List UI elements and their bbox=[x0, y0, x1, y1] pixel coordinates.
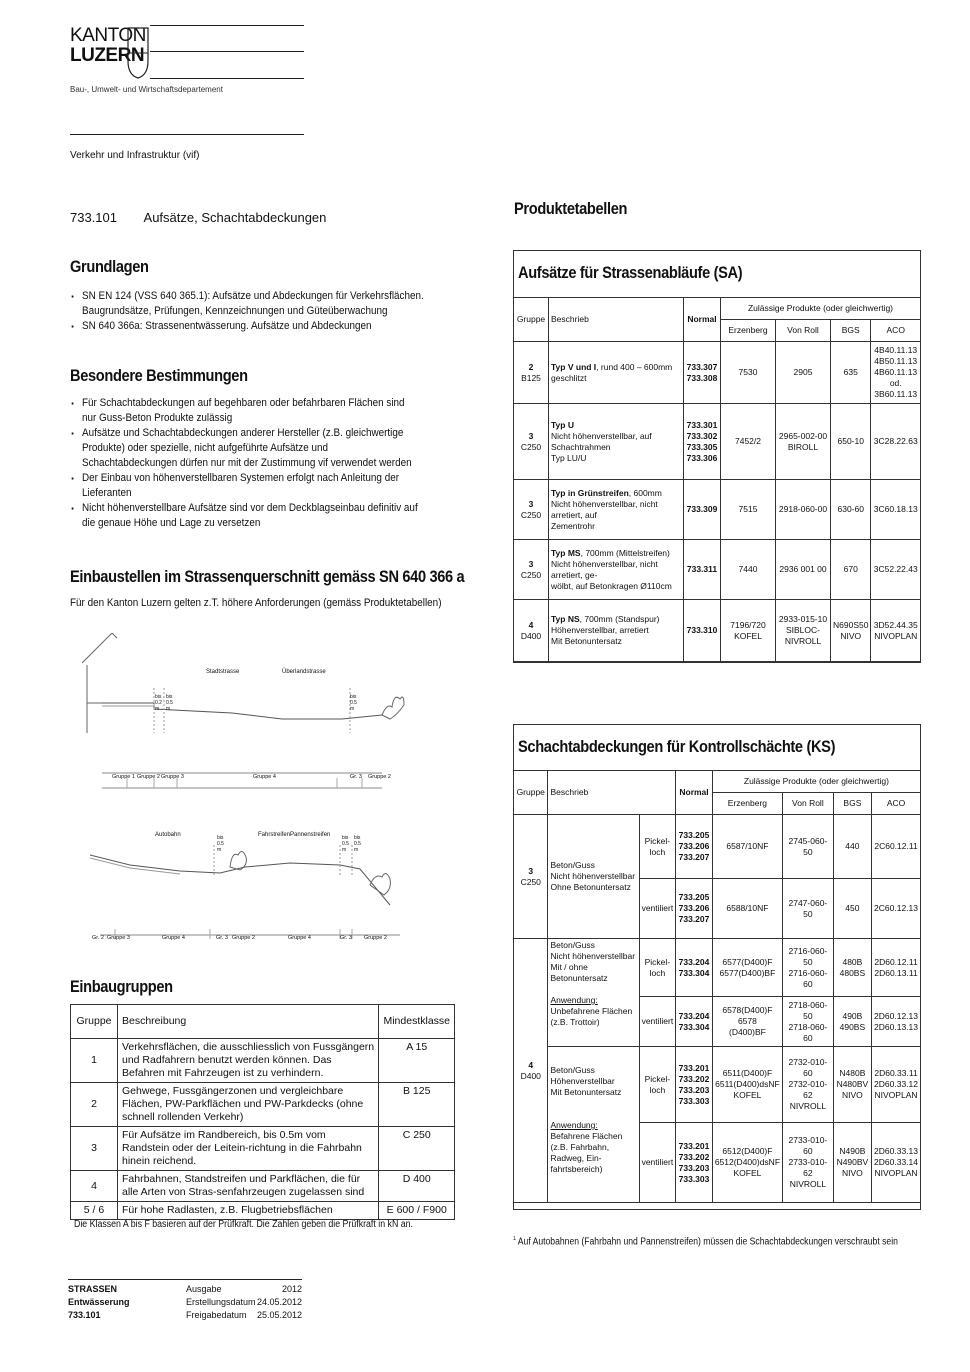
cell-desc: Typ LU/U bbox=[551, 452, 587, 463]
col-header: Von Roll bbox=[783, 793, 834, 815]
diagram-label: Fahrstreifen bbox=[258, 832, 291, 838]
cell-product: 3D52.44.35 NIVOPLAN bbox=[871, 600, 921, 662]
col-header: ACO bbox=[871, 320, 921, 342]
cell-desc: geschlitzt bbox=[551, 372, 587, 383]
cell-product: 635 bbox=[831, 342, 871, 404]
cell-normal: 733.204 733.304 bbox=[676, 939, 713, 997]
footer-key: Erstellungsdatum bbox=[186, 1297, 256, 1307]
footer-table bbox=[68, 1283, 302, 1322]
group-label: Gruppe 4 bbox=[253, 774, 276, 780]
cell-desc: Mit Betonuntersatz bbox=[551, 636, 622, 646]
cell-product: 2C60.12.13 bbox=[872, 879, 921, 939]
cell-klasse: B125 bbox=[521, 372, 541, 383]
cell-klasse: D400 bbox=[520, 630, 542, 641]
col-header: Erzenberg bbox=[712, 793, 782, 815]
footer-value: 2012 bbox=[281, 1284, 302, 1294]
cell-gruppe: 4 bbox=[71, 1171, 118, 1202]
cell-desc: wölbt, auf Betonkragen Ø110cm bbox=[551, 580, 672, 591]
cell-klasse: C250 bbox=[520, 441, 542, 452]
cell-product: 3C52.22.43 bbox=[871, 540, 921, 600]
cell-gruppe: 3 bbox=[528, 498, 534, 509]
table-row bbox=[514, 540, 921, 600]
department-name: Bau-, Umwelt- und Wirtschaftsdepartement bbox=[70, 85, 223, 94]
col-header: Normal bbox=[676, 771, 713, 815]
cross-section-diagram-motorway bbox=[90, 825, 420, 945]
cell-beschreibung: Für hohe Radlasten, z.B. Flugbetriebsflächen bbox=[118, 1202, 379, 1220]
cell-product: 6578(D400)F 6578 (D400)BF bbox=[712, 997, 782, 1047]
cell-normal: 733.310 bbox=[684, 600, 721, 662]
einbaustellen-heading: Einbaustellen im Strassenquerschnitt gemäss SN 640 366 a bbox=[70, 567, 465, 586]
diagram-label: Autobahn bbox=[155, 832, 181, 838]
footer-row bbox=[68, 1309, 302, 1322]
cell-product: 7515 bbox=[721, 480, 776, 540]
table-row bbox=[514, 1047, 921, 1123]
col-header: Gruppe bbox=[514, 771, 548, 815]
footer-value: 24.05.2012 bbox=[256, 1297, 302, 1307]
cell-normal: 733.307 733.308 bbox=[684, 342, 721, 404]
cell-gruppe: 3 bbox=[71, 1127, 118, 1171]
list-item: ▪ SN 640 366a: Strassenentwässerung. Aufsätze und Abdeckungen bbox=[82, 319, 442, 334]
col-header: Erzenberg bbox=[721, 320, 776, 342]
doc-number: 733.101 bbox=[70, 210, 117, 225]
group-label: Gruppe 3 bbox=[161, 774, 184, 780]
table-row bbox=[514, 600, 921, 662]
col-header: Beschrieb bbox=[548, 771, 676, 815]
cell-klasse: A 15 bbox=[379, 1039, 455, 1083]
cell-product: 490B 490BS bbox=[833, 997, 871, 1047]
cell-variant: ventiliert bbox=[639, 1123, 676, 1203]
cell-product: 7440 bbox=[721, 540, 776, 600]
footnote-text: Auf Autobahnen (Fahrbahn und Pannenstreifen) müssen die Schachtabdeckungen verschraubt sein bbox=[517, 1236, 898, 1248]
cell-product: 2745-060-50 bbox=[783, 815, 834, 879]
footer-value: 25.05.2012 bbox=[256, 1310, 302, 1320]
col-header: Normal bbox=[684, 298, 721, 342]
col-header: Zulässige Produkte (oder gleichwertig) bbox=[721, 298, 921, 320]
cell-product: 7196/720 KOFEL bbox=[721, 600, 776, 662]
doc-title bbox=[70, 210, 326, 225]
cell-product: 6511(D400)F 6511(D400)dsNF KOFEL bbox=[712, 1047, 782, 1123]
sa-heading: Aufsätze für Strassenabläufe (SA) bbox=[518, 263, 743, 282]
cell-klasse: C250 bbox=[520, 876, 541, 887]
cell-normal: 733.201 733.202 733.203 733.303 bbox=[676, 1047, 713, 1123]
cell-product: 6588/10NF bbox=[712, 879, 782, 939]
cell-klasse: C250 bbox=[520, 569, 542, 580]
table-row bbox=[514, 342, 921, 404]
cell-desc: Befahrene Flächen (z.B. Fahrbahn, Radweg, Ein- fahrtsbereich) bbox=[550, 1131, 623, 1174]
bestimmungen-heading: Besondere Bestimmungen bbox=[70, 366, 248, 385]
cell-product: 2732-010-60 2732-010-62 NIVROLL bbox=[783, 1047, 834, 1123]
cell-product: 650-10 bbox=[831, 404, 871, 480]
cell-gruppe: 1 bbox=[71, 1039, 118, 1083]
col-header: Gruppe bbox=[514, 298, 549, 342]
dim-label: bis 0.5 m bbox=[354, 835, 361, 853]
cell-type: Typ V und I bbox=[551, 361, 597, 372]
cell-product: 4B40.11.13 4B50.11.13 4B60.11.13 od. 3B60.11.13 bbox=[871, 342, 921, 404]
cell-klasse: D400 bbox=[520, 1070, 541, 1081]
bestimmungen-list bbox=[70, 396, 482, 531]
footer-key: Ausgabe bbox=[186, 1284, 222, 1294]
cell-beschreibung: Verkehrsflächen, die ausschliesslich von Fussgängern und Radfahrern benutzt werden können. Das Befahren mit Fahrzeugen ist zu verhindern. bbox=[118, 1039, 379, 1083]
cell-type: Typ in Grünstreifen bbox=[551, 487, 629, 498]
group-label: Gruppe 3 bbox=[107, 935, 130, 941]
col-header: Mindestklasse bbox=[379, 1005, 455, 1039]
dim-label: bis 0.5 m bbox=[166, 694, 173, 712]
cell-gruppe: 5 / 6 bbox=[71, 1202, 118, 1220]
cell-product: 6587/10NF bbox=[712, 815, 782, 879]
cell-desc: Höhenverstellbar, arretiert bbox=[551, 625, 649, 635]
cell-product: N690S50 NIVO bbox=[831, 600, 871, 662]
sa-table bbox=[513, 297, 921, 662]
cell-product: 2C60.12.11 bbox=[872, 815, 921, 879]
cell-product: 480B 480BS bbox=[833, 939, 871, 997]
cell-product: N490B N490BV NIVO bbox=[833, 1123, 871, 1203]
cell-product: 6512(D400)F 6512(D400)dsNF KOFEL bbox=[712, 1123, 782, 1203]
cell-product: 3C60.18.13 bbox=[871, 480, 921, 540]
coat-of-arms-icon bbox=[126, 27, 150, 79]
cell-gruppe: 4 bbox=[528, 1059, 534, 1070]
cell-product: 2936 001 00 bbox=[776, 540, 831, 600]
cell-normal: 733.309 bbox=[684, 480, 721, 540]
cross-section-diagram-urban bbox=[82, 633, 422, 793]
cell-desc: Zementrohr bbox=[551, 520, 595, 531]
cell-product: N480B N480BV NIVO bbox=[833, 1047, 871, 1123]
cell-gruppe: 4 bbox=[528, 619, 534, 630]
col-header: Zulässige Produkte (oder gleichwertig) bbox=[712, 771, 920, 793]
cell-gruppe: 2 bbox=[528, 361, 534, 372]
cell-product: 630-60 bbox=[831, 480, 871, 540]
cell-desc: , 700mm (Mittelstreifen) bbox=[580, 547, 670, 558]
cell-variant: Pickel- loch bbox=[639, 1047, 676, 1123]
einbaustellen-subtitle: Für den Kanton Luzern gelten z.T. höhere Anforderungen (gemäss Produktetabellen) bbox=[70, 597, 442, 609]
cell-product: 440 bbox=[833, 815, 871, 879]
grundlagen-list bbox=[70, 289, 487, 334]
cell-product: 3C28.22.63 bbox=[871, 404, 921, 480]
table-row bbox=[514, 404, 921, 480]
cell-klasse: C250 bbox=[520, 509, 542, 520]
cell-normal: 733.204 733.304 bbox=[676, 997, 713, 1047]
table-row bbox=[71, 1127, 455, 1171]
footer-label: STRASSEN bbox=[68, 1284, 118, 1294]
list-item: ▪ Aufsätze und Schachtabdeckungen anderer Hersteller (z.B. gleichwertige Produkte) oder spezielle, nicht aufgeführte Aufsätze und Schachtabdeckungen dürfen nur mit der Zustimmung vif verwendet werden bbox=[82, 426, 415, 471]
cell-product: 2918-060-00 bbox=[776, 480, 831, 540]
group-label: Gruppe 2 bbox=[364, 935, 387, 941]
cell-desc: Anwendung: bbox=[550, 1120, 598, 1130]
cell-product: 2718-060-50 2718-060-60 bbox=[783, 997, 834, 1047]
table-row bbox=[71, 1083, 455, 1127]
group-label: Gr. 3 bbox=[216, 935, 228, 941]
cell-gruppe: 3 bbox=[528, 430, 534, 441]
logo-line-1: KANTON bbox=[70, 25, 146, 46]
table-row bbox=[71, 1039, 455, 1083]
cell-product: 2716-060-50 2716-060-60 bbox=[783, 939, 834, 997]
cell-desc: , 700mm (Standspur) bbox=[579, 614, 660, 624]
diagram-label: Pannenstreifen bbox=[290, 832, 331, 838]
group-label: Gr. 3 bbox=[350, 774, 362, 780]
group-label: Gr. 2 bbox=[92, 935, 104, 941]
cell-product: 2965-002-00 BIROLL bbox=[776, 404, 831, 480]
footer-label: Entwässerung bbox=[68, 1297, 130, 1307]
cell-product: 670 bbox=[831, 540, 871, 600]
cell-variant: ventiliert bbox=[639, 879, 676, 939]
cell-product: 2747-060-50 bbox=[783, 879, 834, 939]
col-header: BGS bbox=[831, 320, 871, 342]
list-item: ▪ Der Einbau von höhenverstellbaren Systemen erfolgt nach Anleitung der Lieferanten bbox=[82, 471, 442, 501]
col-header: ACO bbox=[872, 793, 921, 815]
group-label: Gruppe 2 bbox=[368, 774, 391, 780]
cell-klasse: C 250 bbox=[379, 1127, 455, 1171]
col-header: Gruppe bbox=[71, 1005, 118, 1039]
cell-product: 2D60.33.13 2D60.33.14 NIVOPLAN bbox=[872, 1123, 921, 1203]
list-item: ▪ SN EN 124 (VSS 640 365.1): Aufsätze und Abdeckungen für Verkehrsflächen. Baugrundsätze, Prüfungen, Kennzeichnungen und Güteüberwachung bbox=[82, 289, 447, 319]
table-row bbox=[71, 1171, 455, 1202]
cell-beschreibung: Gehwege, Fussgängerzonen und vergleichbare Flächen, PW-Parkflächen und PW-Parkdecks (ohne schnell rollenden Verkehr) bbox=[118, 1083, 379, 1127]
cell-variant: Pickel- loch bbox=[639, 939, 676, 997]
einbaugruppen-table bbox=[70, 1004, 455, 1220]
table-row bbox=[514, 939, 921, 997]
cell-desc: Anwendung: bbox=[550, 995, 598, 1005]
cell-desc: , 600mm bbox=[628, 487, 662, 498]
produkte-heading: Produktetabellen bbox=[514, 199, 628, 218]
cell-desc: Nicht höhenverstellbar, auf Schachtrahmen bbox=[551, 430, 652, 452]
cell-product: 2D60.33.11 2D60.33.12 NIVOPLAN bbox=[872, 1047, 921, 1123]
footer-key: Freigabedatum bbox=[186, 1310, 247, 1320]
cell-desc: , rund 400 – 600mm bbox=[596, 361, 673, 372]
logo-line-2: LUZERN bbox=[70, 45, 145, 66]
group-label: Gruppe 4 bbox=[288, 935, 311, 941]
table-row bbox=[514, 815, 921, 879]
group-label: Gruppe 2 bbox=[232, 935, 255, 941]
cell-product: 2905 bbox=[776, 342, 831, 404]
unit-name: Verkehr und Infrastruktur (vif) bbox=[70, 150, 200, 161]
cell-gruppe: 3 bbox=[528, 865, 534, 876]
group-label: Gr. 3 bbox=[340, 935, 352, 941]
cell-product: 2733-010-60 2733-010-62 NIVROLL bbox=[783, 1123, 834, 1203]
table-row bbox=[514, 480, 921, 540]
cell-variant: Pickel- loch bbox=[639, 815, 676, 879]
einbaugruppen-heading: Einbaugruppen bbox=[70, 977, 173, 996]
doc-title-text: Aufsätze, Schachtabdeckungen bbox=[143, 210, 327, 225]
cell-desc: Nicht höhenverstellbar, nicht arretiert, auf bbox=[551, 498, 658, 520]
dim-label: bis 0.5 m bbox=[342, 835, 349, 853]
dim-label: bis 0.5 m bbox=[350, 694, 357, 712]
cell-product: 6577(D400)F 6577(D400)BF bbox=[712, 939, 782, 997]
cell-normal: 733.205 733.206 733.207 bbox=[676, 879, 713, 939]
cell-beschreibung: Für Aufsätze im Randbereich, bis 0.5m vom Randstein oder der Leitein-richtung in die Fahrbahn hinein reichend. bbox=[118, 1127, 379, 1171]
col-header: Beschreibung bbox=[118, 1005, 379, 1039]
cell-type: Typ NS bbox=[551, 614, 580, 624]
dim-label: bis 0.2 m bbox=[155, 694, 162, 712]
list-item: ▪ Für Schachtabdeckungen auf begehbaren oder befahrbaren Flächen sind nur Guss-Beton Produkte zulässig bbox=[82, 396, 415, 426]
grundlagen-heading: Grundlagen bbox=[70, 257, 149, 276]
einbaugruppen-note: Die Klassen A bis F basieren auf der Prüfkraft. Die Zahlen geben die Prüfkraft in kN an. bbox=[74, 1219, 413, 1230]
cell-product: 2933-015-10 SIBLOC- NIVROLL bbox=[776, 600, 831, 662]
group-label: Gruppe 1 bbox=[112, 774, 135, 780]
dim-label: bis 0.5 m bbox=[217, 835, 224, 853]
cell-normal: 733.201 733.202 733.203 733.303 bbox=[676, 1123, 713, 1203]
cell-product: 7452/2 bbox=[721, 404, 776, 480]
table-row bbox=[71, 1202, 455, 1220]
diagram-label: Überlandstrasse bbox=[282, 669, 326, 675]
cell-product: 450 bbox=[833, 879, 871, 939]
col-header: Von Roll bbox=[776, 320, 831, 342]
col-header: BGS bbox=[833, 793, 871, 815]
cell-gruppe: 3 bbox=[528, 558, 534, 569]
list-item: ▪ Nicht höhenverstellbare Aufsätze sind vor dem Deckblagseinbau definitiv auf die genaue Höhe und Lage zu versetzen bbox=[82, 501, 433, 531]
col-header: Beschrieb bbox=[549, 298, 684, 342]
cell-type: Typ U bbox=[551, 419, 574, 430]
footer-row bbox=[68, 1296, 302, 1309]
cell-product: 2D60.12.13 2D60.13.13 bbox=[872, 997, 921, 1047]
cell-desc: Beton/Guss Höhenverstellbar Mit Betonuntersatz bbox=[550, 1065, 622, 1097]
group-label: Gruppe 2 bbox=[137, 774, 160, 780]
ks-footnote: $^1$ Auf Autobahnen (Fahrbahn und Pannenstreifen) müssen die Schachtabdeckungen verschraubt sein bbox=[513, 1236, 898, 1248]
cell-gruppe: 2 bbox=[71, 1083, 118, 1127]
cell-normal: 733.205 733.206 733.207 bbox=[676, 815, 713, 879]
footer-label: 733.101 bbox=[68, 1310, 101, 1320]
cell-desc: Nicht höhenverstellbar, nicht arretiert, ge- bbox=[551, 558, 658, 580]
cell-klasse: B 125 bbox=[379, 1083, 455, 1127]
ks-heading: Schachtabdeckungen für Kontrollschächte (KS) bbox=[518, 737, 836, 756]
cell-variant: ventiliert bbox=[639, 997, 676, 1047]
cell-desc: Beton/Guss Nicht höhenverstellbar Ohne Betonuntersatz bbox=[548, 815, 639, 939]
group-label: Gruppe 4 bbox=[162, 935, 185, 941]
ks-table bbox=[513, 770, 921, 1203]
cell-klasse: D 400 bbox=[379, 1171, 455, 1202]
diagram-label: Stadtstrasse bbox=[206, 669, 240, 675]
cell-normal: 733.301 733.302 733.305 733.306 bbox=[684, 404, 721, 480]
cell-beschreibung: Fahrbahnen, Standstreifen und Parkflächen, die für alle Arten von Stras-senfahrzeugen zugelassen sind bbox=[118, 1171, 379, 1202]
cell-product: 7530 bbox=[721, 342, 776, 404]
cell-normal: 733.311 bbox=[684, 540, 721, 600]
cell-desc: Beton/Guss Nicht höhenverstellbar Mit / ohne Betonuntersatz bbox=[550, 940, 636, 983]
cell-product: 2D60.12.11 2D60.13.11 bbox=[872, 939, 921, 997]
cell-desc: Unbefahrene Flächen (z.B. Trottoir) bbox=[550, 1006, 633, 1027]
cell-klasse: E 600 / F900 bbox=[379, 1202, 455, 1220]
footer-row bbox=[68, 1283, 302, 1296]
cell-type: Typ MS bbox=[551, 547, 581, 558]
